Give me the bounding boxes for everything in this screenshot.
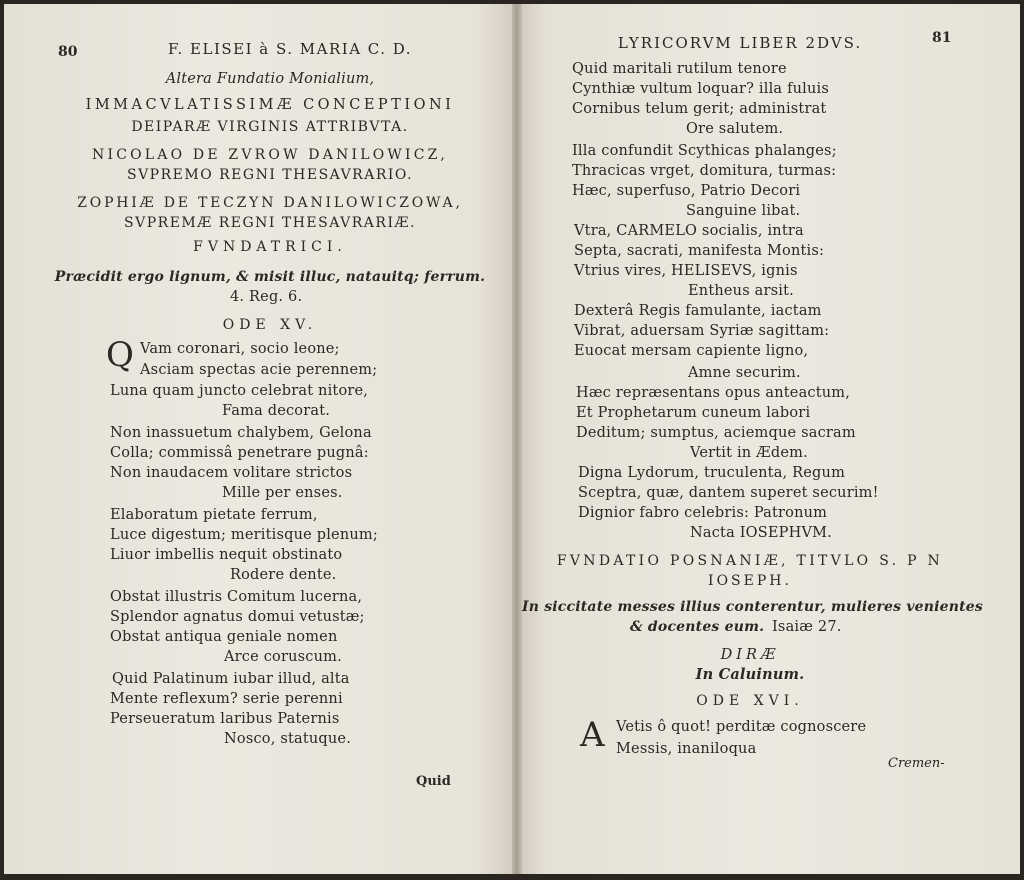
dirae-title: DIRÆ xyxy=(720,647,780,663)
drop-cap-q: Q xyxy=(106,335,134,375)
left-epigraph: Præcidit ergo lignum, & misit illuc, natauitq; ferrum. xyxy=(54,269,486,285)
verse-line: Sanguine libat. xyxy=(686,203,801,219)
verse-line: Cynthiæ vultum loquar? illa fuluis xyxy=(572,81,830,97)
right-running-head: LYRICORVM LIBER 2DVS. xyxy=(617,34,863,52)
verse-line: Ore salutem. xyxy=(686,121,784,137)
dedication-line-4: NICOLAO DE ZVROW DANILOWICZ, xyxy=(92,147,448,163)
left-page-number: 80 xyxy=(58,44,78,60)
in-caluinum-title: In Caluinum. xyxy=(695,666,805,683)
verse-line: Vtrius vires, HELISEVS, ignis xyxy=(574,263,798,279)
left-catchword: Quid xyxy=(416,774,451,789)
fundatio-title: FVNDATIO POSNANIÆ, TITVLO S. P N xyxy=(556,553,944,569)
verse-line: Vam coronari, socio leone; xyxy=(140,341,340,357)
verse-line: Et Prophetarum cuneum labori xyxy=(576,405,811,421)
book-gutter xyxy=(512,4,522,874)
dedication-line-6: ZOPHIÆ DE TECZYN DANILOWICZOWA, xyxy=(77,195,463,211)
verse-line: Hæc repræsentans opus anteactum, xyxy=(576,385,851,401)
verse-line: Dignior fabro celebris: Patronum xyxy=(578,505,828,521)
verse-line: Obstat illustris Comitum lucerna, xyxy=(110,589,363,605)
dedication-line-7: SVPREMÆ REGNI THESAVRARIÆ. xyxy=(124,215,416,231)
verse-line: Nacta IOSEPHVM. xyxy=(690,525,832,541)
verse-line: Hæc, superfuso, Patrio Decori xyxy=(572,183,801,199)
verse-line: Vetis ô quot! perditæ cognoscere xyxy=(616,719,867,735)
verse-line: Mille per enses. xyxy=(222,485,343,501)
verse-line: Thracicas vrget, domitura, turmas: xyxy=(572,163,837,179)
verse-line: Septa, sacrati, manifesta Montis: xyxy=(574,243,825,259)
ode-xv-title: ODE XV. xyxy=(222,317,318,333)
verse-line: Rodere dente. xyxy=(230,567,337,583)
dedication-line-2: IMMACVLATISSIMÆ CONCEPTIONI xyxy=(85,97,455,113)
verse-line: Fama decorat. xyxy=(222,403,331,419)
verse-line: Perseueratum laribus Paternis xyxy=(110,711,340,727)
verse-line: Illa confundit Scythicas phalanges; xyxy=(572,143,837,159)
verse-line: Amne securim. xyxy=(688,365,801,381)
verse-line: Nosco, statuque. xyxy=(224,731,352,747)
verse-line: Deditum; sumptus, aciemque sacram xyxy=(576,425,856,441)
verse-line: Non inaudacem volitare strictos xyxy=(110,465,353,481)
verse-line: Liuor imbellis nequit obstinato xyxy=(110,547,343,563)
verse-line: Elaboratum pietate ferrum, xyxy=(110,507,318,523)
verse-line: Quid maritali rutilum tenore xyxy=(572,61,787,77)
verse-line: Euocat mersam capiente ligno, xyxy=(574,343,809,359)
dedication-line-8: FVNDATRICI. xyxy=(193,239,347,255)
verse-line: Splendor agnatus domui vetustæ; xyxy=(110,609,365,625)
left-epigraph-ref: 4. Reg. 6. xyxy=(230,289,303,305)
verse-line: Colla; commissâ penetrare pugnâ: xyxy=(110,445,369,461)
verse-line: Asciam spectas acie perennem; xyxy=(140,362,378,378)
dedication-line-5: SVPREMO REGNI THESAVRARIO. xyxy=(126,167,414,183)
verse-line: Luce digestum; meritisque plenum; xyxy=(110,527,378,543)
verse-line: Dexterâ Regis famulante, iactam xyxy=(574,303,822,319)
dedication-line-1: Altera Fundatio Monialium, xyxy=(165,71,375,87)
left-running-head: F. ELISEI à S. MARIA C. D. xyxy=(167,40,413,58)
verse-line: Obstat antiqua geniale nomen xyxy=(110,629,338,645)
verse-line: Quid Palatinum iubar illud, alta xyxy=(112,671,350,687)
drop-cap-a: A xyxy=(580,715,605,755)
verse-line: Mente reflexum? serie perenni xyxy=(110,691,343,707)
verse-line: Sceptra, quæ, dantem superet securim! xyxy=(578,485,879,501)
right-epigraph-1: In siccitate messes illius conterentur, mulieres venientes xyxy=(522,599,983,615)
right-page-number: 81 xyxy=(932,30,952,46)
verse-line: Entheus arsit. xyxy=(688,283,794,299)
ode-xvi-title: ODE XVI. xyxy=(696,693,804,709)
verse-line: Vibrat, aduersam Syriæ sagittam: xyxy=(574,323,830,339)
right-epigraph-2: & docentes eum. xyxy=(630,619,765,635)
verse-line: Arce coruscum. xyxy=(224,649,342,665)
dedication-line-3: DEIPARÆ VIRGINIS ATTRIBVTA. xyxy=(131,119,409,135)
verse-line: Luna quam juncto celebrat nitore, xyxy=(110,383,369,399)
verse-line: Vertit in Ædem. xyxy=(690,445,808,461)
verse-line: Vtra, CARMELO socialis, intra xyxy=(574,223,804,239)
right-epigraph-ref: Isaiæ 27. xyxy=(772,619,842,635)
verse-line: Digna Lydorum, truculenta, Regum xyxy=(578,465,846,481)
right-catchword: Cremen- xyxy=(888,756,945,771)
fundatio-title-2: IOSEPH. xyxy=(708,573,792,589)
verse-line: Cornibus telum gerit; administrat xyxy=(572,101,827,117)
verse-line: Messis, inaniloqua xyxy=(616,741,757,757)
verse-line: Non inassuetum chalybem, Gelona xyxy=(110,425,372,441)
